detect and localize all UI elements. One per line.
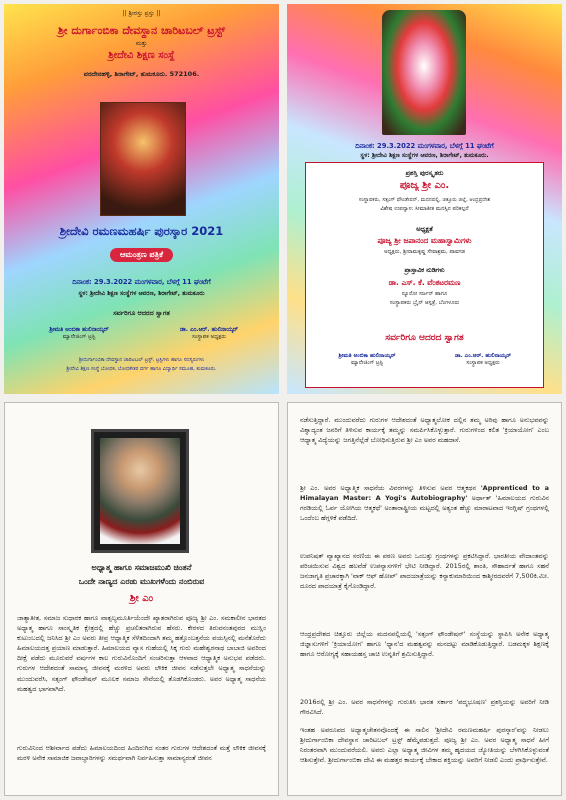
biography-panel-2	[287, 402, 562, 796]
host-right	[428, 353, 538, 367]
address: ವರದೇನಹಳ್ಳಿ, ಶಿರಾಗೇಟ್, ತುಮಕೂರು. 572106.	[83, 70, 200, 78]
recipient-name: ಪೂಜ್ಯ ಶ್ರೀ ಎಂ.	[399, 180, 450, 191]
bio-paragraph-6: ಆಂಧ್ರಪ್ರದೇಶದ ಚಿತ್ತೂರು ಜಿಲ್ಲೆಯ ಮದನಪಲ್ಲಿಯಲ್ಲಿ 'ಸತ್ಸಂಗ್ ಫೌಂಡೇಷನ್' ಸಂಸ್ಥೆಯನ್ನು ಸ್ಥಾಪಿಸಿ ಅನೇಕ ಅಧ್ಯಾತ್ಮ ಜಿಜ್ಞಾಸುಗಳಿಗೆ 'ಕ್ರಿಯಾಯೋಗ' ಹಾಗೂ 'ಧ್ಯಾನ'ದ ಮಹತ್ವವನ್ನು ಮನದಟ್ಟು ಮಾಡಿಕೊಡುತ್ತಿದ್ದಾರೆ. ಬಡಮಕ್ಕಳ ಶಿಕ್ಷಣಕ್ಕೆ ಹಾಗೂ ಆರೋಗ್ಯಕ್ಕೆ ಸಹಾಯಹಸ್ತ ಚಾಚಿ ಉನ್ನತಿಗೆ ಶ್ರಮಿಸುತ್ತಿದ್ದಾರೆ.	[300, 630, 549, 659]
event-date: ದಿನಾಂಕ: 29.3.2022 ಮಂಗಳವಾರ, ಬೆಳಗ್ಗೆ 11 ಘಂಟೆಗೆ	[72, 278, 211, 286]
top-blessing: || ಶ್ರೀರಸ್ತು ಪ್ರಸ್ತು ||	[122, 10, 161, 17]
invitation-badge-wrap	[4, 242, 279, 262]
invitation-program-panel	[287, 4, 562, 394]
autobiography-intro: ಶ್ರೀ ಎಂ. ಅವರ ಅಧ್ಯಾತ್ಮಿಕ ಸಾಧನೆಯ ವಿವರಗಳನ್ನು ತಿಳಿಸುವ ಅವರ ಆತ್ಮಕಥನ	[300, 484, 481, 492]
goddess-image	[100, 102, 186, 216]
recipient-label: ಪ್ರಶಸ್ತಿ ಪುರಸ್ಕೃತರು	[405, 169, 444, 177]
speaker-desc-1: ನ್ಯೂರೋ ಸರ್ಜನ್ ಹಾಗೂ	[401, 291, 448, 297]
invitation-badge: ಆಮಂತ್ರಣ ಪತ್ರಿಕೆ	[110, 248, 173, 262]
host-right-role: ಸಂಸ್ಥಾಪಕ ಅಧ್ಯಕ್ಷರು	[466, 360, 500, 366]
speaker-desc-2: ಸಂಸ್ಥಾಪಕರು ಬ್ರೈನ್ ಆಸ್ಪತ್ರೆ, ಬೆಂಗಳೂರು	[389, 300, 460, 306]
biography-panel-1	[4, 402, 279, 796]
host-right-name: ಡಾ. ಎಂ.ಆರ್. ಹುಲಿನಾಯ್ಕರ್	[180, 327, 238, 333]
speaker-label: ಪ್ರಾಸ್ತಾವಿಕ ನುಡಿಗಳು	[404, 267, 445, 274]
program-box	[305, 162, 544, 388]
speaker-name: ಡಾ. ಎಸ್. ಕೆ. ವೆಂಕಟರಮಣ	[388, 278, 461, 287]
bio-paragraph-8: ಇಂತಹ ಅಪರೂಪದ ಅಧ್ಯಾತ್ಮಚೇತನವೊಂದಕ್ಕೆ ಈ ಸಾಲಿನ 'ಶ್ರೀದೇವಿ ರಮಣಮಹರ್ಷಿ ಪುರಸ್ಕಾರ'ವನ್ನು ನೀಡಲು ಶ್ರೀದುರ್ಗಾಂಬಿಕಾ ದೇವಸ್ಥಾನ ಚಾರಿಟಬಲ್ ಟ್ರಸ್ಟ್ ಹೆಮ್ಮೆಪಡುತ್ತದೆ. ಪೂಜ್ಯ ಶ್ರೀ ಎಂ. ಅವರ ಅಧ್ಯಾತ್ಮ ಸಾಧನೆ ಹೀಗೆ ನಿರಂತರವಾಗಿ ಮುಂದುವರೆಯಲಿ. ಅವರು ಎಲ್ಲಾ ಅಧ್ಯಾತ್ಮ ಜೀವಿಗಳ ತಮ್ಮ ಹೃದಯದ ಜ್ಯೋತಿಯನ್ನು ಬೆಳಗಿಸಿಕೊಳ್ಳುವಂತೆ ಆಶಿಸುತ್ತೇವೆ. ಶ್ರೀದುರ್ಗಾಂಬಿಕಾ ದೇವಿ ಈ ಮಹತ್ತರ ಕಾರ್ಯಕ್ಕೆ ಬೇಕಾದ ಶಕ್ತಿಯನ್ನು ಅವರಿಗೆ ನೀಡಲಿ ಎಂದು ಪ್ರಾರ್ಥಿಸುತ್ತೇವೆ.	[300, 726, 549, 765]
institution-name: ಶ್ರೀದೇವಿ ಶಿಕ್ಷಣ ಸಂಸ್ಥೆ	[108, 50, 175, 61]
headline-3: ಶ್ರೀ ಎಂ	[129, 593, 154, 604]
trust-name: ಶ್ರೀ ದುರ್ಗಾಂಬಿಕಾ ದೇವಸ್ಥಾನ ಚಾರಿಟಬಲ್ ಟ್ರಸ್ಟ್	[57, 24, 226, 37]
autobiography-title: 'Apprenticed to a Himalayan Master: A Yogi's Autobiography'	[300, 484, 549, 503]
chair-name: ಪೂಜ್ಯ ಶ್ರೀ ಜಪಾನಂದ ಮಹಾಸ್ವಾಮಿಗಳು	[377, 236, 472, 245]
host-left-name: ಶ್ರೀಮತಿ ಅಂಬಿಕಾ ಹುಲಿನಾಯ್ಕರ್	[49, 327, 109, 333]
host-left	[24, 327, 134, 341]
headline-1: ಅಧ್ಯಾತ್ಮ ಹಾಗೂ ಸಮಾಜಮುಖಿ ಚಿಂತನೆ	[91, 563, 192, 572]
host-right-name: ಡಾ. ಎಂ.ಆರ್. ಹುಲಿನಾಯ್ಕರ್	[455, 353, 511, 359]
headline-2: ಒಂದೇ ನಾಣ್ಯದ ಎರಡು ಮುಖಗಳೆಂದು ನಂಬಿರುವ	[78, 577, 205, 586]
host-left	[312, 353, 422, 367]
bio-paragraph-4	[300, 483, 549, 545]
event-venue: ಸ್ಥಳ: ಶ್ರೀದೇವಿ ಶಿಕ್ಷಣ ಸಂಸ್ಥೆಗಳ ಆವರಣ, ಶಿರಾಗೇಟ್, ತುಮಕೂರು	[78, 290, 205, 297]
host-left-role: ಮ್ಯಾನೇಜಿಂಗ್ ಟ್ರಸ್ಟಿ	[351, 360, 383, 366]
bio-paragraph-1: ಜಾತ್ಯಾತೀತ, ಸಮಾಜ ಸುಧಾರಕ ಹಾಗೂ ವಾತ್ಸಲ್ಯಮೂರ್ತಿಯೆಂದೇ ಖ್ಯಾತರಾಗಿರುವ ಪೂಜ್ಯ ಶ್ರೀ ಎಂ. ಸಮಕಾಲೀನ ಭಾರತದ ಅಧ್ಯಾತ್ಮ ಹಾಗೂ ಸಾಂಸ್ಕೃತಿಕ ಕ್ಷೇತ್ರದಲ್ಲಿ ಹೆಚ್ಚು ಪ್ರಚಲಿತರಾಗಿರುವ ಹೆಸರು. ಕೇರಳದ ತಿರುವನಂತಪುರದ ಮುಸ್ಲಿಂ ಕುಟುಂಬದಲ್ಲಿ ಜನಿಸಿದ ಶ್ರೀ ಎಂ ಅವರು ತೀವ್ರ ಆಧ್ಯಾತ್ಮಿಕ ಸೆಳೆತದಿಂದಾಗಿ ತಮ್ಮ ಹತ್ತೊಂಬತ್ತನೆಯ ವಯಸ್ಸಿನಲ್ಲಿ ಮನೆತೊರೆದು ಹಿಮಾಲಯದತ್ತ ಪ್ರಯಾಣ ಮಾಡುತ್ತಾರೆ. ಹಿಮಾಲಯದ ವ್ಯಾಸ ಗುಹೆಯಲ್ಲಿ ಸಿಕ್ಕ ಗುರು ಮಹೇಶ್ವರನಾಥ ಬಾಬಾಜಿ ಅವರಿಂದ ದೀಕ್ಷೆ ಪಡೆದು ಮೂರುವರೆ ವರ್ಷಗಳ ಕಾಲ ಗುರುವಿನೊಂದಿಗೆ ಸಂಚರಿಸುತ್ತಾ ಆಳವಾದ ಆಧ್ಯಾತ್ಮಿಕ ಅನುಭವ ಪಡೆದರು. ಗುರುಗಳ ಆದೇಶದಂತೆ ಸಾಮಾನ್ಯ ಜೀವನಕ್ಕೆ ಮರಳಿದ ಅವರು ಲೌಕಿಕ ಜೀವನ ನಡೆಸುತ್ತಲೇ ಅಧ್ಯಾತ್ಮ ಸಾಧನೆಯನ್ನು ಮುಂದುವರೆಸಿ, ಸತ್ಸಂಗ್ ಫೌಂಡೇಷನ್ ಮೂಲಕ ಸಮಾಜ ಸೇವೆಯಲ್ಲಿ ತೊಡಗಿಕೊಂಡರು. ಅವರ ಅಧ್ಯಾತ್ಮ ಸಾಧನೆಯ ಮಹತ್ವದ ಭಾಗವಾಗಿದೆ.	[17, 614, 266, 693]
host-right-role: ಸಂಸ್ಥಾಪಕ ಅಧ್ಯಕ್ಷರು	[191, 334, 227, 340]
and-text: ಮತ್ತು	[135, 40, 148, 47]
recipient-desc-1: ಸಂಸ್ಥಾಪಕರು, ಸತ್ಸಂಗ್ ಫೌಂಡೇಷನ್, ಮದನಪಲ್ಲಿ, ಚಿತ್ತೂರು ಜಿಲ್ಲೆ, ಆಂಧ್ರಪ್ರದೇಶ	[358, 197, 491, 203]
recipient-desc-2: ವಿಶೇಷ ಉಪನ್ಯಾಸ: ಸೀಮಾತೀತ ಮನಸ್ಸಿನ ಪರಿಕಲ್ಪನೆ	[380, 206, 469, 212]
deity-image	[382, 10, 466, 135]
award-title: ಶ್ರೀದೇವಿ ರಮಣಮಹರ್ಷಿ ಪುರಸ್ಕಾರ 2021	[59, 224, 224, 238]
autobiography-desc: ಅರ್ಥಾತ್ 'ಹಿಮಾಲಯದ ಗುರುವಿನ ಗರಡಿಯಲ್ಲಿ ಓರ್ವ ಯೋಗಿಯ ಆತ್ಮಕಥೆ' ಅಂತಾರಾಷ್ಟ್ರೀಯ ಮಟ್ಟದಲ್ಲಿ ಅತ್ಯಂತ ಹೆಚ್ಚು ಮಾರಾಟವಾದ ಇಂಗ್ಲಿಷ್ ಗ್ರಂಥಗಳಲ್ಲಿ ಒಂದೆಂಬ ಹೆಗ್ಗಳಿಕೆ ಪಡೆದಿದೆ.	[300, 494, 549, 523]
welcome-text: ಸರ್ವರಿಗೂ ಆದರದ ಸ್ವಾಗತ	[385, 333, 464, 343]
host-left-role: ಮ್ಯಾನೇಜಿಂಗ್ ಟ್ರಸ್ಟಿ	[62, 334, 96, 340]
footer-line-1: ಶ್ರೀದುರ್ಗಾಂಬಿಕಾ ದೇವಸ್ಥಾನ ಚಾರಿಟಬಲ್ ಟ್ರಸ್ಟ್, ಟ್ರಸ್ಟಿಗಳು ಹಾಗೂ ಸದಸ್ಯರುಗಳು	[78, 357, 205, 363]
portrait-photo	[91, 429, 189, 553]
bio-paragraph-5: ಉಪನಿಷತ್ ವ್ಯಾಖ್ಯಾನದ ಸರಣಿಯ ಈ ಪಠಣ ಅವರು ಒಂಬತ್ತು ಗ್ರಂಥಗಳನ್ನು ಪ್ರಕಟಿಸಿದ್ದಾರೆ. ಭಾರತೀಯ ವೇದಾಂತವನ್ನು ಪರಿಚಯಿಸುವ ವಿಶ್ವದ ಹಲವೆಡೆ ಉಪನ್ಯಾಸಗಳಿಗೆ ಭೇಟಿ ನೀಡಿದ್ದಾರೆ. 2015ರಲ್ಲಿ ಶಾಂತಿ, ಸೌಹಾರ್ದತೆ ಹಾಗೂ ಸಹನೆ ಜನಜಾಗೃತಿ ಪ್ರಚಾರಕ್ಕಾಗಿ 'ವಾಕ್ ಆಫ್ ಹೋಪ್' ಪಾದಯಾತ್ರೆಯನ್ನು ಕನ್ಯಾಕುಮಾರಿಯಿಂದ ಕಾಶ್ಮೀರದವರೆಗೆ 7,500ಕಿ.ಮೀ. ದೂರದ ಪಾದಯಾತ್ರೆ ಕೈಗೊಂಡಿದ್ದಾರೆ.	[300, 552, 549, 591]
welcome-text: ಸರ್ವರಿಗೂ ಆದರದ ಸ್ವಾಗತ	[113, 309, 170, 317]
bio-paragraph-3: ನಡೆಸುತ್ತಿದ್ದಾರೆ. ಮುಂದುವರೆದು ಗುರುಗಳ ಆದೇಶದಂತೆ ಅಧ್ಯಾತ್ಮಲೋಕ ದಲ್ಲಿನ ತಮ್ಮ ಅರಿವು ಹಾಗೂ ಅನುಭವವನ್ನು ವಿಶ್ವಾದ್ಯಂತ ಜನರಿಗೆ ತಿಳಿಸುವ ಕಾರ್ಯಕ್ಕೆ ತಮ್ಮನ್ನು ಸಮರ್ಪಿಸಿಕೊಳ್ಳುತ್ತಾರೆ. ಗುರುಗಳಿಂದ ಕಲಿತ 'ಕ್ರಿಯಾಯೋಗ' ಎಂಬ ಆಧ್ಯಾತ್ಮ ವಿದ್ಯೆಯನ್ನು ಜಗತ್ತಿನೆಲ್ಲೆಡೆ ಬೋಧಿಸುತ್ತಿರುವ ಶ್ರೀ ಎಂ ಅವರ ಮಹದಾಸೆ.	[300, 416, 549, 445]
invitation-cover-panel	[4, 4, 279, 394]
host-left-name: ಶ್ರೀಮತಿ ಅಂಬಿಕಾ ಹುಲಿನಾಯ್ಕರ್	[338, 353, 396, 359]
bio-paragraph-2: ಗುರುವಿನಿಂದ ಆಶೀರ್ವಾದ ಪಡೆದು ಹಿಮಾಲಯದಿಂದ ಹಿಂದಿರುಗಿದ ನಂತರ ಗುರುಗಳ ಆದೇಶದಂತೆ ಮತ್ತೆ ಲೌಕಿಕ ಜೀವನಕ್ಕೆ ಮರಳಿ ಅನೇಕ ಸಾಮಾಜಿಕ ಜವಾಬ್ದಾರಿಗಳನ್ನು ಸಮರ್ಥವಾಗಿ ನಿರ್ವಹಿಸುತ್ತಾ ಸಾಮಾನ್ಯರಂತೆ ಜೀವನ	[17, 744, 266, 763]
host-right	[154, 327, 264, 341]
event-date: ದಿನಾಂಕ: 29.3.2022 ಮಂಗಳವಾರ, ಬೆಳಗ್ಗೆ 11 ಘಂಟೆಗೆ	[355, 142, 494, 150]
event-venue: ಸ್ಥಳ: ಶ್ರೀದೇವಿ ಶಿಕ್ಷಣ ಸಂಸ್ಥೆಗಳ ಆವರಣ, ಶಿರಾಗೇಟ್, ತುಮಕೂರು.	[360, 152, 489, 159]
chair-desc: ಅಧ್ಯಕ್ಷರು, ಶ್ರೀರಾಮಕೃಷ್ಣ ಸೇವಾಶ್ರಮ, ಪಾವಗಡ	[383, 249, 466, 255]
bio-paragraph-7: 2016ರಲ್ಲಿ ಶ್ರೀ ಎಂ. ಅವರ ಸಾಧನೆಗಳನ್ನು ಗುರುತಿಸಿ ಭಾರತ ಸರ್ಕಾರ 'ಪದ್ಮಭೂಷಣ' ಪ್ರಶಸ್ತಿಯನ್ನು ಅವರಿಗೆ ನೀಡಿ ಗೌರವಿಸಿದೆ.	[300, 698, 549, 717]
footer-line-2: ಶ್ರೀದೇವಿ ಶಿಕ್ಷಣ ಸಂಸ್ಥೆ ಬೋಧಕ, ಬೋಧಕೇತರ ವರ್ಗ ಹಾಗೂ ವಿದ್ಯಾರ್ಥಿ ಸಮೂಹ, ತುಮಕೂರು.	[66, 366, 217, 372]
chair-label: ಅಧ್ಯಕ್ಷತೆ	[416, 225, 433, 233]
